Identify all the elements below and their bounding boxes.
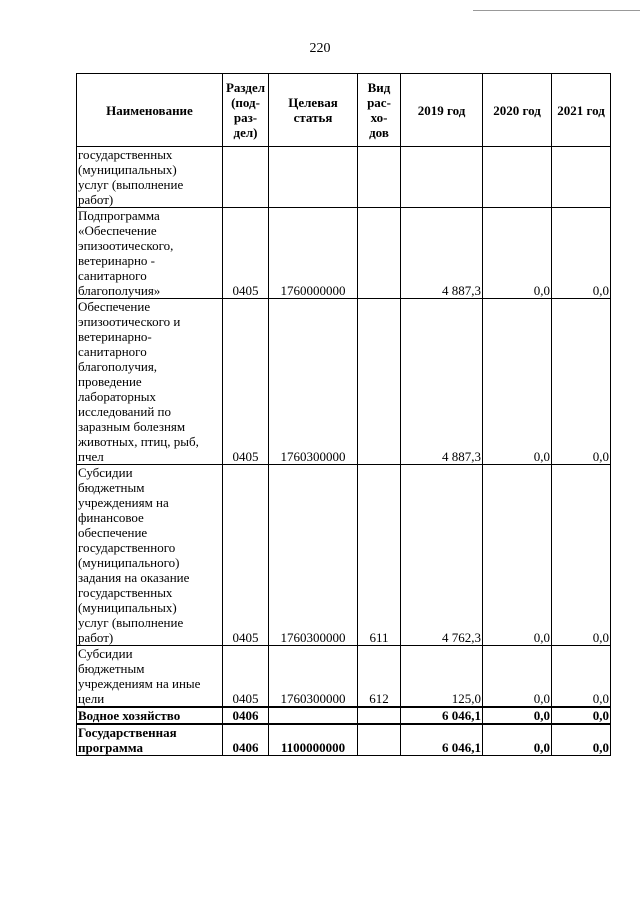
row-name: Государственная программа <box>77 724 223 756</box>
row-target: 1100000000 <box>269 724 358 756</box>
header-section: Раздел (под- раз- дел) <box>223 74 269 147</box>
row-target <box>269 707 358 724</box>
top-rule <box>473 10 640 11</box>
row-target: 1760300000 <box>269 299 358 465</box>
row-2020: 0,0 <box>483 465 552 646</box>
table-row <box>77 707 611 724</box>
row-name: Водное хозяйство <box>77 707 223 724</box>
header-kind: Вид рас- хо- дов <box>358 74 401 147</box>
row-target: 1760000000 <box>269 208 358 299</box>
row-2021: 0,0 <box>552 646 611 708</box>
row-2021: 0,0 <box>552 724 611 756</box>
row-2019: 4 762,3 <box>401 465 483 646</box>
row-kind <box>358 299 401 465</box>
row-2019 <box>401 147 483 208</box>
row-kind <box>358 147 401 208</box>
row-kind <box>358 707 401 724</box>
table-row <box>77 646 611 708</box>
row-2020: 0,0 <box>483 646 552 708</box>
row-name: Подпрограмма «Обеспечение эпизоотического, ветеринарно - санитарного благополучия» <box>77 208 223 299</box>
row-kind <box>358 208 401 299</box>
page-number: 220 <box>309 41 331 56</box>
row-name: Обеспечение эпизоотического и ветеринарно- санитарного благополучия, проведение лабораторных исследований по заразным болезням животных, птиц, рыб, пчел <box>77 299 223 465</box>
row-2021: 0,0 <box>552 707 611 724</box>
row-section <box>223 147 269 208</box>
row-section: 0406 <box>223 707 269 724</box>
table-row <box>77 299 611 465</box>
row-kind: 611 <box>358 465 401 646</box>
budget-table <box>76 73 611 756</box>
row-section: 0405 <box>223 299 269 465</box>
row-section: 0406 <box>223 724 269 756</box>
row-2019: 4 887,3 <box>401 299 483 465</box>
row-section: 0405 <box>223 208 269 299</box>
row-2019: 6 046,1 <box>401 707 483 724</box>
row-2019: 125,0 <box>401 646 483 708</box>
header-2019: 2019 год <box>401 74 483 147</box>
table-row <box>77 724 611 756</box>
row-section: 0405 <box>223 646 269 708</box>
row-name: Субсидии бюджетным учреждениям на иные цели <box>77 646 223 708</box>
table-row <box>77 147 611 208</box>
header-name: Наименование <box>77 74 223 147</box>
row-2020: 0,0 <box>483 299 552 465</box>
header-2020: 2020 год <box>483 74 552 147</box>
row-2021: 0,0 <box>552 299 611 465</box>
row-2020: 0,0 <box>483 208 552 299</box>
table-row <box>77 208 611 299</box>
header-2021: 2021 год <box>552 74 611 147</box>
row-name: Субсидии бюджетным учреждениям на финансовое обеспечение государственного (муниципального) задания на оказание государственных (муниципальных) услуг (выполнение работ) <box>77 465 223 646</box>
row-2021: 0,0 <box>552 208 611 299</box>
row-2021: 0,0 <box>552 465 611 646</box>
row-target: 1760300000 <box>269 465 358 646</box>
table-row <box>77 465 611 646</box>
row-kind <box>358 724 401 756</box>
row-2020 <box>483 147 552 208</box>
row-2021 <box>552 147 611 208</box>
row-2019: 4 887,3 <box>401 208 483 299</box>
row-section: 0405 <box>223 465 269 646</box>
row-2019: 6 046,1 <box>401 724 483 756</box>
header-target: Целевая статья <box>269 74 358 147</box>
row-target <box>269 147 358 208</box>
row-2020: 0,0 <box>483 707 552 724</box>
row-2020: 0,0 <box>483 724 552 756</box>
row-kind: 612 <box>358 646 401 708</box>
row-name: государственных (муниципальных) услуг (выполнение работ) <box>77 147 223 208</box>
row-target: 1760300000 <box>269 646 358 708</box>
